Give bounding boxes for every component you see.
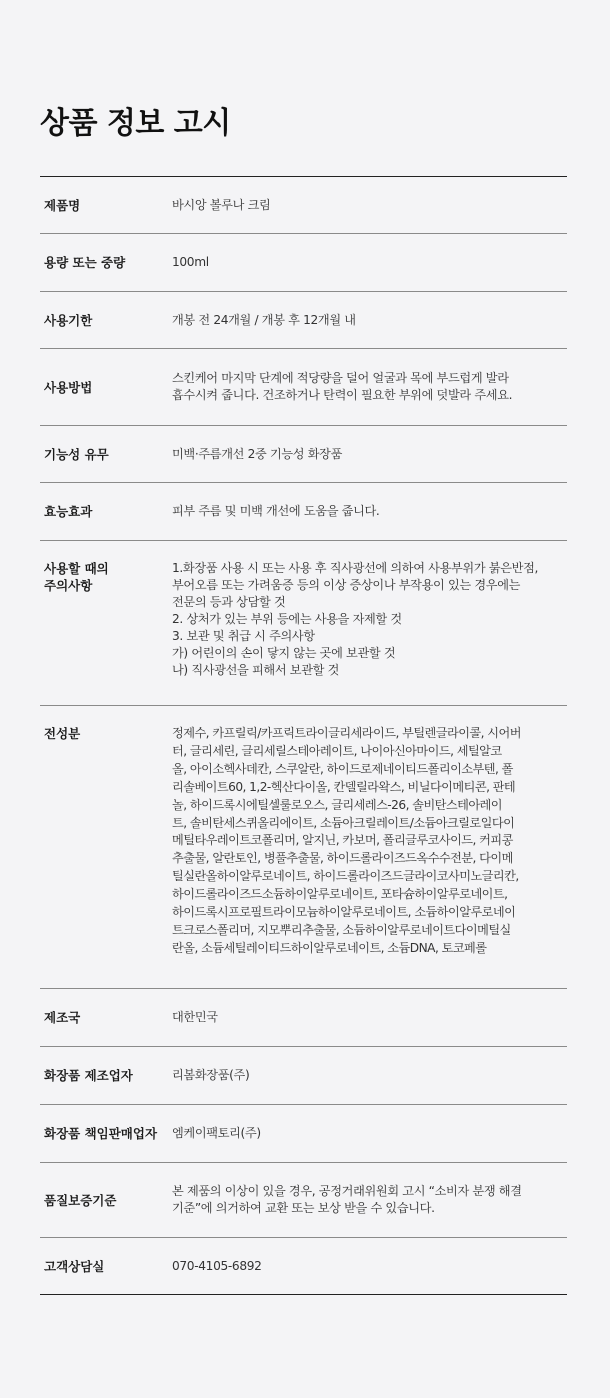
info-row-efficacy: [40, 483, 567, 541]
info-row-precautions: [40, 541, 567, 706]
info-row-product-name: [40, 177, 567, 234]
row-value: 미백·주름개선 2중 기능성 화장품: [172, 446, 343, 461]
info-row-expiry: [40, 292, 567, 349]
row-value: 바시앙 볼루나 크림: [172, 197, 271, 212]
product-info-table: [40, 176, 567, 1295]
row-value: 대한민국: [172, 1010, 218, 1024]
row-value: 개봉 전 24개월 / 개봉 후 12개월 내: [172, 312, 356, 327]
info-row-volume: [40, 234, 567, 292]
info-row-ingredients: [40, 706, 567, 989]
row-label: 사용할 때의 주의사항: [44, 561, 109, 593]
row-label: 기능성 유무: [44, 446, 109, 462]
row-value: 본 제품의 이상이 있을 경우, 공정거래위원회 고시 “소비자 분쟁 해결 기준”에 의거하여 교환 또는 보상 받을 수 있습니다.: [172, 1184, 522, 1215]
row-value: 100ml: [172, 255, 209, 269]
info-row-country: [40, 989, 567, 1047]
info-row-usage: [40, 349, 567, 426]
row-label: 사용방법: [44, 379, 93, 395]
info-row-quality: [40, 1163, 567, 1238]
row-value: 리봄화장품(주): [172, 1068, 250, 1082]
row-value: 피부 주름 및 미백 개선에 도움을 줍니다.: [172, 504, 380, 518]
row-label: 화장품 책임판매업자: [44, 1126, 158, 1141]
row-label: 고객상담실: [44, 1258, 105, 1274]
row-label: 용량 또는 중량: [44, 255, 126, 270]
row-value: 스킨케어 마지막 단계에 적당량을 덜어 얼굴과 목에 부드럽게 발라 흡수시켜 줍니다. 건조하거나 탄력이 필요한 부위에 덧발라 주세요.: [172, 371, 513, 402]
info-row-functional: [40, 426, 567, 483]
info-row-manufacturer: [40, 1047, 567, 1105]
row-value: 070-4105-6892: [172, 1258, 262, 1273]
page-title: 상품 정보 고시: [40, 106, 231, 141]
row-value: 정제수, 카프릴릭/카프릭트라이글리세라이드, 부틸렌글라이콜, 시어버 터, 글리세린, 글리세릴스테아레이트, 나이아신아마이드, 세틸알코 올, 아이소헥사데칸, 스쿠알란, 하이드로제네이티드폴리이소부텐, 폴 리솔베이트60, 1,2-헥산다이올, 칸델릴라왁스, 비닐다이메티콘, 판테 놀, 하이드록시에틸셀룰로오스, 글리세레스-26, 솔비탄스테아레이 트, 솔비탄세스퀴올리에이트, 소듐아크릴레이트/소듐아크릴로일다이 메틸타우레이트코폴리머, 알지닌, 카보머, 폴리글루코사이드, 커피콩 추출물, 알란토인, 병풀추출물, 하이드롤라이즈드옥수수전분, 다이메 틸실란올하이알루로네이트, 하이드롤라이즈드글라이코사미노글리칸, 하이드롤라이즈드소듐하이알루로네이트, 포타슘하이알루로네이트, 하이드록시프로필트라이모늄하이알루로네이트, 소듐하이알루로네이 트크로스폴리머, 지모뿌리추출물, 소듐하이알루로네이트다이메틸실 란올, 소듐세틸레이티드하이알루로네이트, 소듐DNA, 토코페롤: [172, 726, 521, 955]
row-label: 품질보증기준: [44, 1192, 117, 1208]
row-label: 제조국: [44, 1010, 81, 1025]
row-value: 1.화장품 사용 시 또는 사용 후 직사광선에 의하여 사용부위가 붉은반점, 부어오름 또는 가려움증 등의 이상 증상이나 부작용이 있는 경우에는 전문의 등과 상담할 것 2. 상처가 있는 부위 등에는 사용을 자제할 것 3. 보관 및 취급 시 주의사항 가) 어린이의 손이 닿지 않는 곳에 보관할 것 나) 직사광선을 피해서 보관할 것: [172, 561, 539, 677]
info-row-distributor: [40, 1105, 567, 1163]
info-row-customer-service: [40, 1238, 567, 1295]
row-label: 사용기한: [44, 312, 93, 328]
row-label: 전성분: [44, 726, 81, 741]
row-label: 화장품 제조업자: [44, 1068, 133, 1083]
row-label: 제품명: [44, 197, 81, 213]
row-value: 엠케이팩토리(주): [172, 1126, 261, 1140]
row-label: 효능효과: [44, 504, 93, 519]
